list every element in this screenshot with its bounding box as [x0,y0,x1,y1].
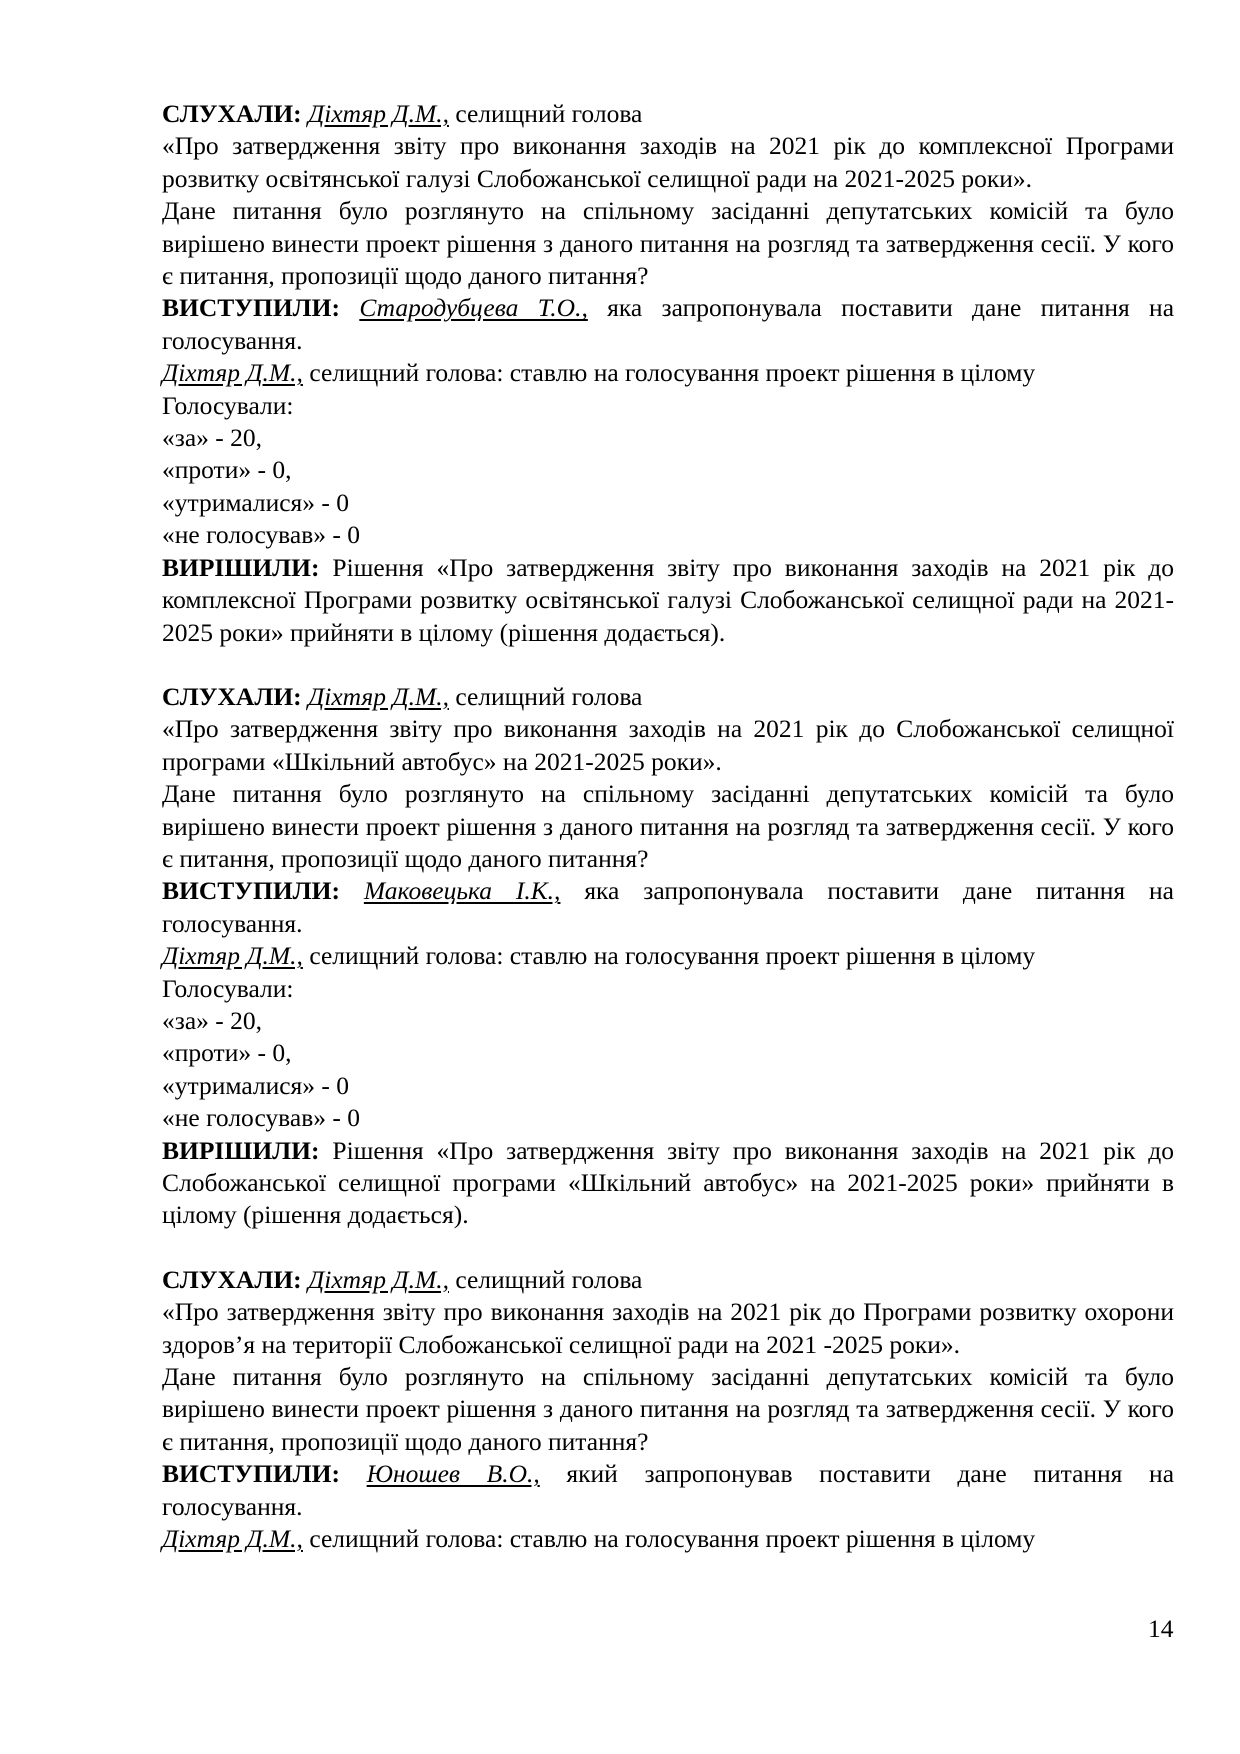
chair-line [162,940,1174,972]
chair-line [162,357,1174,389]
vote-against: «проти» - 0, [162,1038,292,1068]
chair-line [162,1523,1174,1555]
spoke-text-continued: голосування. [162,908,303,938]
document-page [162,98,1174,1587]
spoke-speaker-name: Стародубцева Т.О., [359,293,588,323]
chair-name: Діхтяр Д.М., [162,1524,303,1554]
vote-abstain: «утрималися» - 0 [162,1070,350,1100]
heard-line [162,1264,1174,1296]
heard-label: СЛУХАЛИ: [162,1264,302,1294]
heard-label: СЛУХАЛИ: [162,681,302,711]
agenda-item-1 [162,98,1174,649]
heard-speaker-role: селищний голова [455,99,643,128]
page-number: 14 [1148,1614,1174,1643]
discussion-text: Дане питання було розглянуто на спільному засіданні депутатських комісій та було вирішено винести проект рішення з даного питання на розгляд та затвердження сесії. У кого є питання, пропозиції щодо даного питання? [162,196,1174,291]
spoke-text: яка запропонувала поставити дане питання на [584,876,1174,906]
chair-name: Діхтяр Д.М., [162,941,303,971]
decision-text: Рішення «Про затвердження звіту про виконання заходів на 2021 рік до комплексної Програми розвитку освітянської галузі Слобожанської селищної ради на 2021-2025 роки» прийняти в цілому (рішення додається). [162,552,1175,647]
chair-text: селищний голова: ставлю на голосування проект рішення в цілому [309,358,1036,388]
chair-text: селищний голова: ставлю на голосування проект рішення в цілому [309,941,1036,971]
spoke-speaker-name: Юношев В.О., [366,1459,540,1489]
heard-line [162,98,1174,130]
vote-for: «за» - 20, [162,1005,263,1035]
spoke-line [162,1458,1174,1490]
heard-line [162,681,1174,713]
spoke-line [162,875,1174,907]
voted-label: Голосували: [162,973,294,1003]
vote-for: «за» - 20, [162,423,263,453]
spoke-text: який запропонував поставити дане питання на [566,1459,1175,1489]
decision-text: Рішення «Про затвердження звіту про виконання заходів на 2021 рік до Слобожанської селищної програми «Шкільний автобус» на 2021-2025 роки» прийняти в цілому (рішення додається). [162,1135,1175,1230]
vote-abstain: «утрималися» - 0 [162,487,350,517]
spoke-text-continued: голосування. [162,1491,303,1521]
spoke-label: ВИСТУПИЛИ: [162,876,340,906]
vote-not-voted: «не голосував» - 0 [162,520,360,550]
spoke-label: ВИСТУПИЛИ: [162,293,340,323]
heard-speaker-name: Діхтяр Д.М., [308,1264,449,1294]
heard-speaker-role: селищний голова [455,1264,643,1294]
chair-text: селищний голова: ставлю на голосування проект рішення в цілому [309,1524,1036,1554]
vote-against: «проти» - 0, [162,455,292,485]
heard-speaker-role: селищний голова [455,681,643,711]
discussion-text: Дане питання було розглянуто на спільному засіданні депутатських комісій та було вирішено винести проект рішення з даного питання на розгляд та затвердження сесії. У кого є питання, пропозиції щодо даного питання? [162,779,1174,873]
decision-line [162,1135,1174,1232]
decided-label: ВИРІШИЛИ: [162,1135,320,1165]
spoke-speaker-name: Маковецька І.К., [363,876,561,906]
spoke-line [162,292,1174,324]
agenda-item-2 [162,681,1174,1232]
spoke-label: ВИСТУПИЛИ: [162,1459,340,1489]
heard-speaker-name: Діхтяр Д.М., [308,99,449,128]
decided-label: ВИРІШИЛИ: [162,552,320,582]
topic-text: «Про затвердження звіту про виконання заходів на 2021 рік до комплексної Програми розвитку освітянської галузі Слобожанської селищної ради на 2021-2025 роки». [162,131,1174,193]
voted-label: Голосували: [162,390,294,420]
spoke-text-continued: голосування. [162,325,303,355]
heard-speaker-name: Діхтяр Д.М., [308,681,449,711]
agenda-item-3 [162,1264,1174,1556]
vote-not-voted: «не голосував» - 0 [162,1103,360,1133]
heard-label: СЛУХАЛИ: [162,99,302,128]
chair-name: Діхтяр Д.М., [162,358,303,388]
spoke-text: яка запропонувала поставити дане питання на [607,293,1175,323]
decision-line [162,552,1174,649]
discussion-text: Дане питання було розглянуто на спільному засіданні депутатських комісій та було вирішено винести проект рішення з даного питання на розгляд та затвердження сесії. У кого є питання, пропозиції щодо даного питання? [162,1362,1174,1456]
topic-text: «Про затвердження звіту про виконання заходів на 2021 рік до Слобожанської селищної програми «Шкільний автобус» на 2021-2025 роки». [162,714,1174,776]
topic-text: «Про затвердження звіту про виконання заходів на 2021 рік до Програми розвитку охорони здоров’я на території Слобожанської селищної ради на 2021 -2025 роки». [162,1297,1174,1359]
